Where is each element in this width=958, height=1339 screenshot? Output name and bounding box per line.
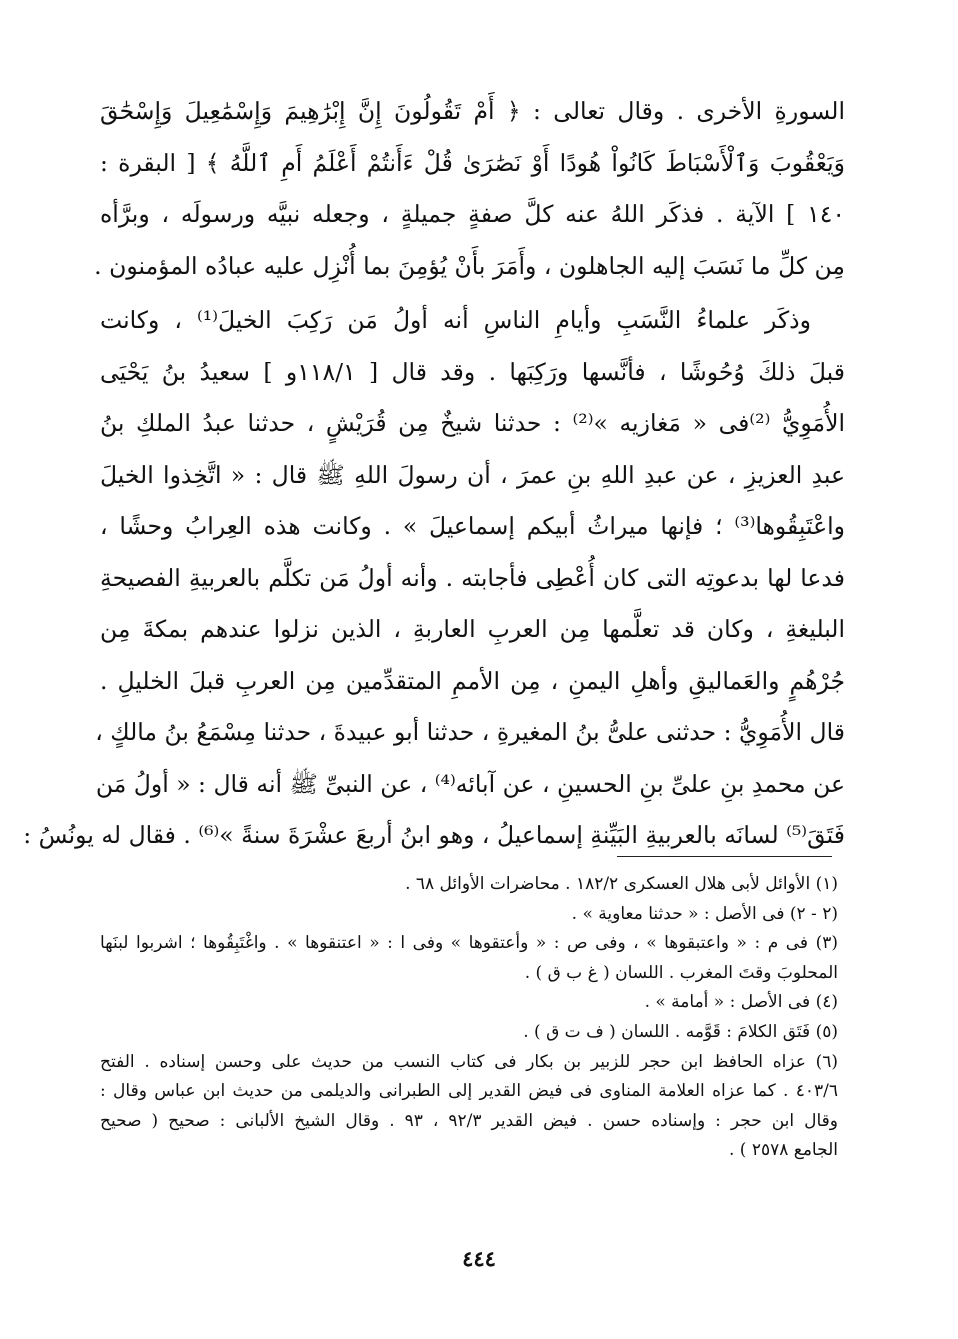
footnote-line: وقال ابن حجر : وإسناده حسن . فيض القدير ٩٢/٣ ، ٩٣ . وقال الشيخ الألبانى : صحيح ( صحيح (100, 1110, 839, 1131)
footnote-3 (100, 929, 838, 988)
footnote-separator (617, 856, 832, 857)
footnote-5 (100, 1018, 838, 1048)
text-line: مِن كلِّ ما نَسَبَ إليه الجاهلون ، وأَمَرَ بأَنْ يُؤمِنَ بما أُنْزِل عليه عبادُه المؤمنون . (94, 251, 845, 280)
footnote-line: (٢ - ٢) فى الأصل : « حدثنا معاوية » . (571, 903, 838, 924)
text-line: عبدِ العزيزِ ، عن عبدِ اللهِ بنِ عمرَ ، أن رسولَ اللهِ ﷺ قال : « اتَّخِذوا الخيلَ (100, 460, 845, 489)
footnote-line: (٣) فى م : « واعتبقوها » ، وفى ص : « وأعتقوها » وفى ا : « اعتنقوها » . واغْتَبِقُوها ؛ اشربوا لبنَها (100, 933, 838, 954)
text-line: واعْتَبِقُوها⁽³⁾ ؛ فإنها ميراثُ أبيكم إسماعيلَ » . وكانت هذه العِرابُ وحشًا ، (100, 512, 845, 540)
footnote-line: (٦) عزاه الحافظ ابن حجر للزبير بن بكار فى كتاب النسب من حديث على وحسن إسناده . الفتح (100, 1051, 838, 1072)
text-line: قبلَ ذلكَ وُحُوشًا ، فأنَّسها ورَكِبَها . وقد قال [ ١١٨/١و ] سعيدُ بنُ يَحْيَى (100, 357, 845, 386)
footnotes (100, 870, 838, 1166)
text-line: جُرْهُمٍ والعَماليقِ وأهلِ اليمنِ ، مِن الأممِ المتقدِّمين مِن العربِ قبلَ الخليلِ . (100, 666, 845, 695)
text-line: فدعا لها بدعوتِه التى كان أُعْطِى فأجابته . وأنه أولُ مَن تكلَّم بالعربيةِ الفصيحةِ (100, 563, 845, 592)
footnote-2 (100, 900, 838, 930)
page-number: ٤٤٤ (462, 1246, 496, 1271)
text-line: قال الأُمَوِيُّ : حدثنى علىُّ بنُ المغيرةِ ، حدثنا أبو عبيدةَ ، حدثنا مِسْمَعُ بنُ مالكٍ ، (95, 718, 845, 746)
text-line: البليغةِ ، وكان قد تعلَّمها مِن العربِ العاربةِ ، الذين نزلوا عندهم بمكةَ مِن (100, 615, 845, 643)
footnote-line: (٥) فَتَق الكلامَ : قَوَّمه . اللسان ( ف ت ق ) . (523, 1021, 838, 1042)
text-line: السورةِ الأخرى . وقال تعالى : ﴿ أَمْ تَقُولُونَ إِنَّ إِبْرَٰهِيمَ وَإِسْمَٰعِيلَ وَإِسْحَٰقَ (100, 97, 845, 125)
paragraph-1 (94, 86, 845, 292)
footnote-line: المحلوبَ وقتَ المغرب . اللسان ( غ ب ق ) . (524, 962, 838, 983)
text-line: ١٤٠ ] الآية . فذكَر اللهُ عنه كلَّ صفةٍ جميلةٍ ، وجعله نبيَّه ورسولَه ، وبرَّأه (100, 200, 845, 228)
footnote-line: ٤٠٣/٦ . كما عزاه العلامة المناوى فى فيض القدير إلى الطبرانى والديلمى من حديث ابن عباس وقال : (100, 1081, 838, 1102)
paragraph-2 (23, 295, 846, 862)
text-line: فَتَقَ⁽⁵⁾ لسانَه بالعربيةِ البَيِّنةِ إسماعيلُ ، وهو ابنُ أربعَ عشْرَةَ سنةً »⁽⁶⁾ . فقال له يونُسُ : (23, 821, 845, 849)
footnote-line: (٤) فى الأصل : « أمامة » . (644, 992, 838, 1013)
text-line: وَيَعْقُوبَ وَٱلْأَسْبَاطَ كَانُواْ هُودًا أَوْ نَصَٰرَىٰ قُلْ ءَأَنتُمْ أَعْلَمُ أَمِ ٱللَّهُ ﴾ [ البقرة : (100, 148, 845, 177)
footnote-line: (١) الأوائل لأبى هلال العسكرى ١٨٢/٢ . محاضرات الأوائل ٦٨ . (405, 874, 838, 894)
footnote-4 (100, 988, 838, 1018)
footnote-line: الجامع ٢٥٧٨ ) . (729, 1140, 838, 1161)
footnote-6 (100, 1048, 838, 1166)
text-line: الأُمَوِيُّ ⁽²⁾فى « مَغازيه »⁽²⁾ : حدثنا شيخٌ مِن قُرَيْشٍ ، حدثنا عبدُ الملكِ بنُ (100, 409, 846, 437)
text-line: وذكَر علماءُ النَّسَبِ وأيامِ الناسِ أنه أولُ مَن رَكِبَ الخيلَ⁽¹⁾ ، وكانت (100, 306, 811, 334)
text-line: عن محمدِ بنِ علىِّ بنِ الحسينِ ، عن آبائه⁽⁴⁾ ، عن النبىِّ ﷺ أنه قال : « أولُ مَن (95, 769, 845, 798)
main-text (23, 86, 846, 862)
footnote-1 (100, 870, 838, 900)
